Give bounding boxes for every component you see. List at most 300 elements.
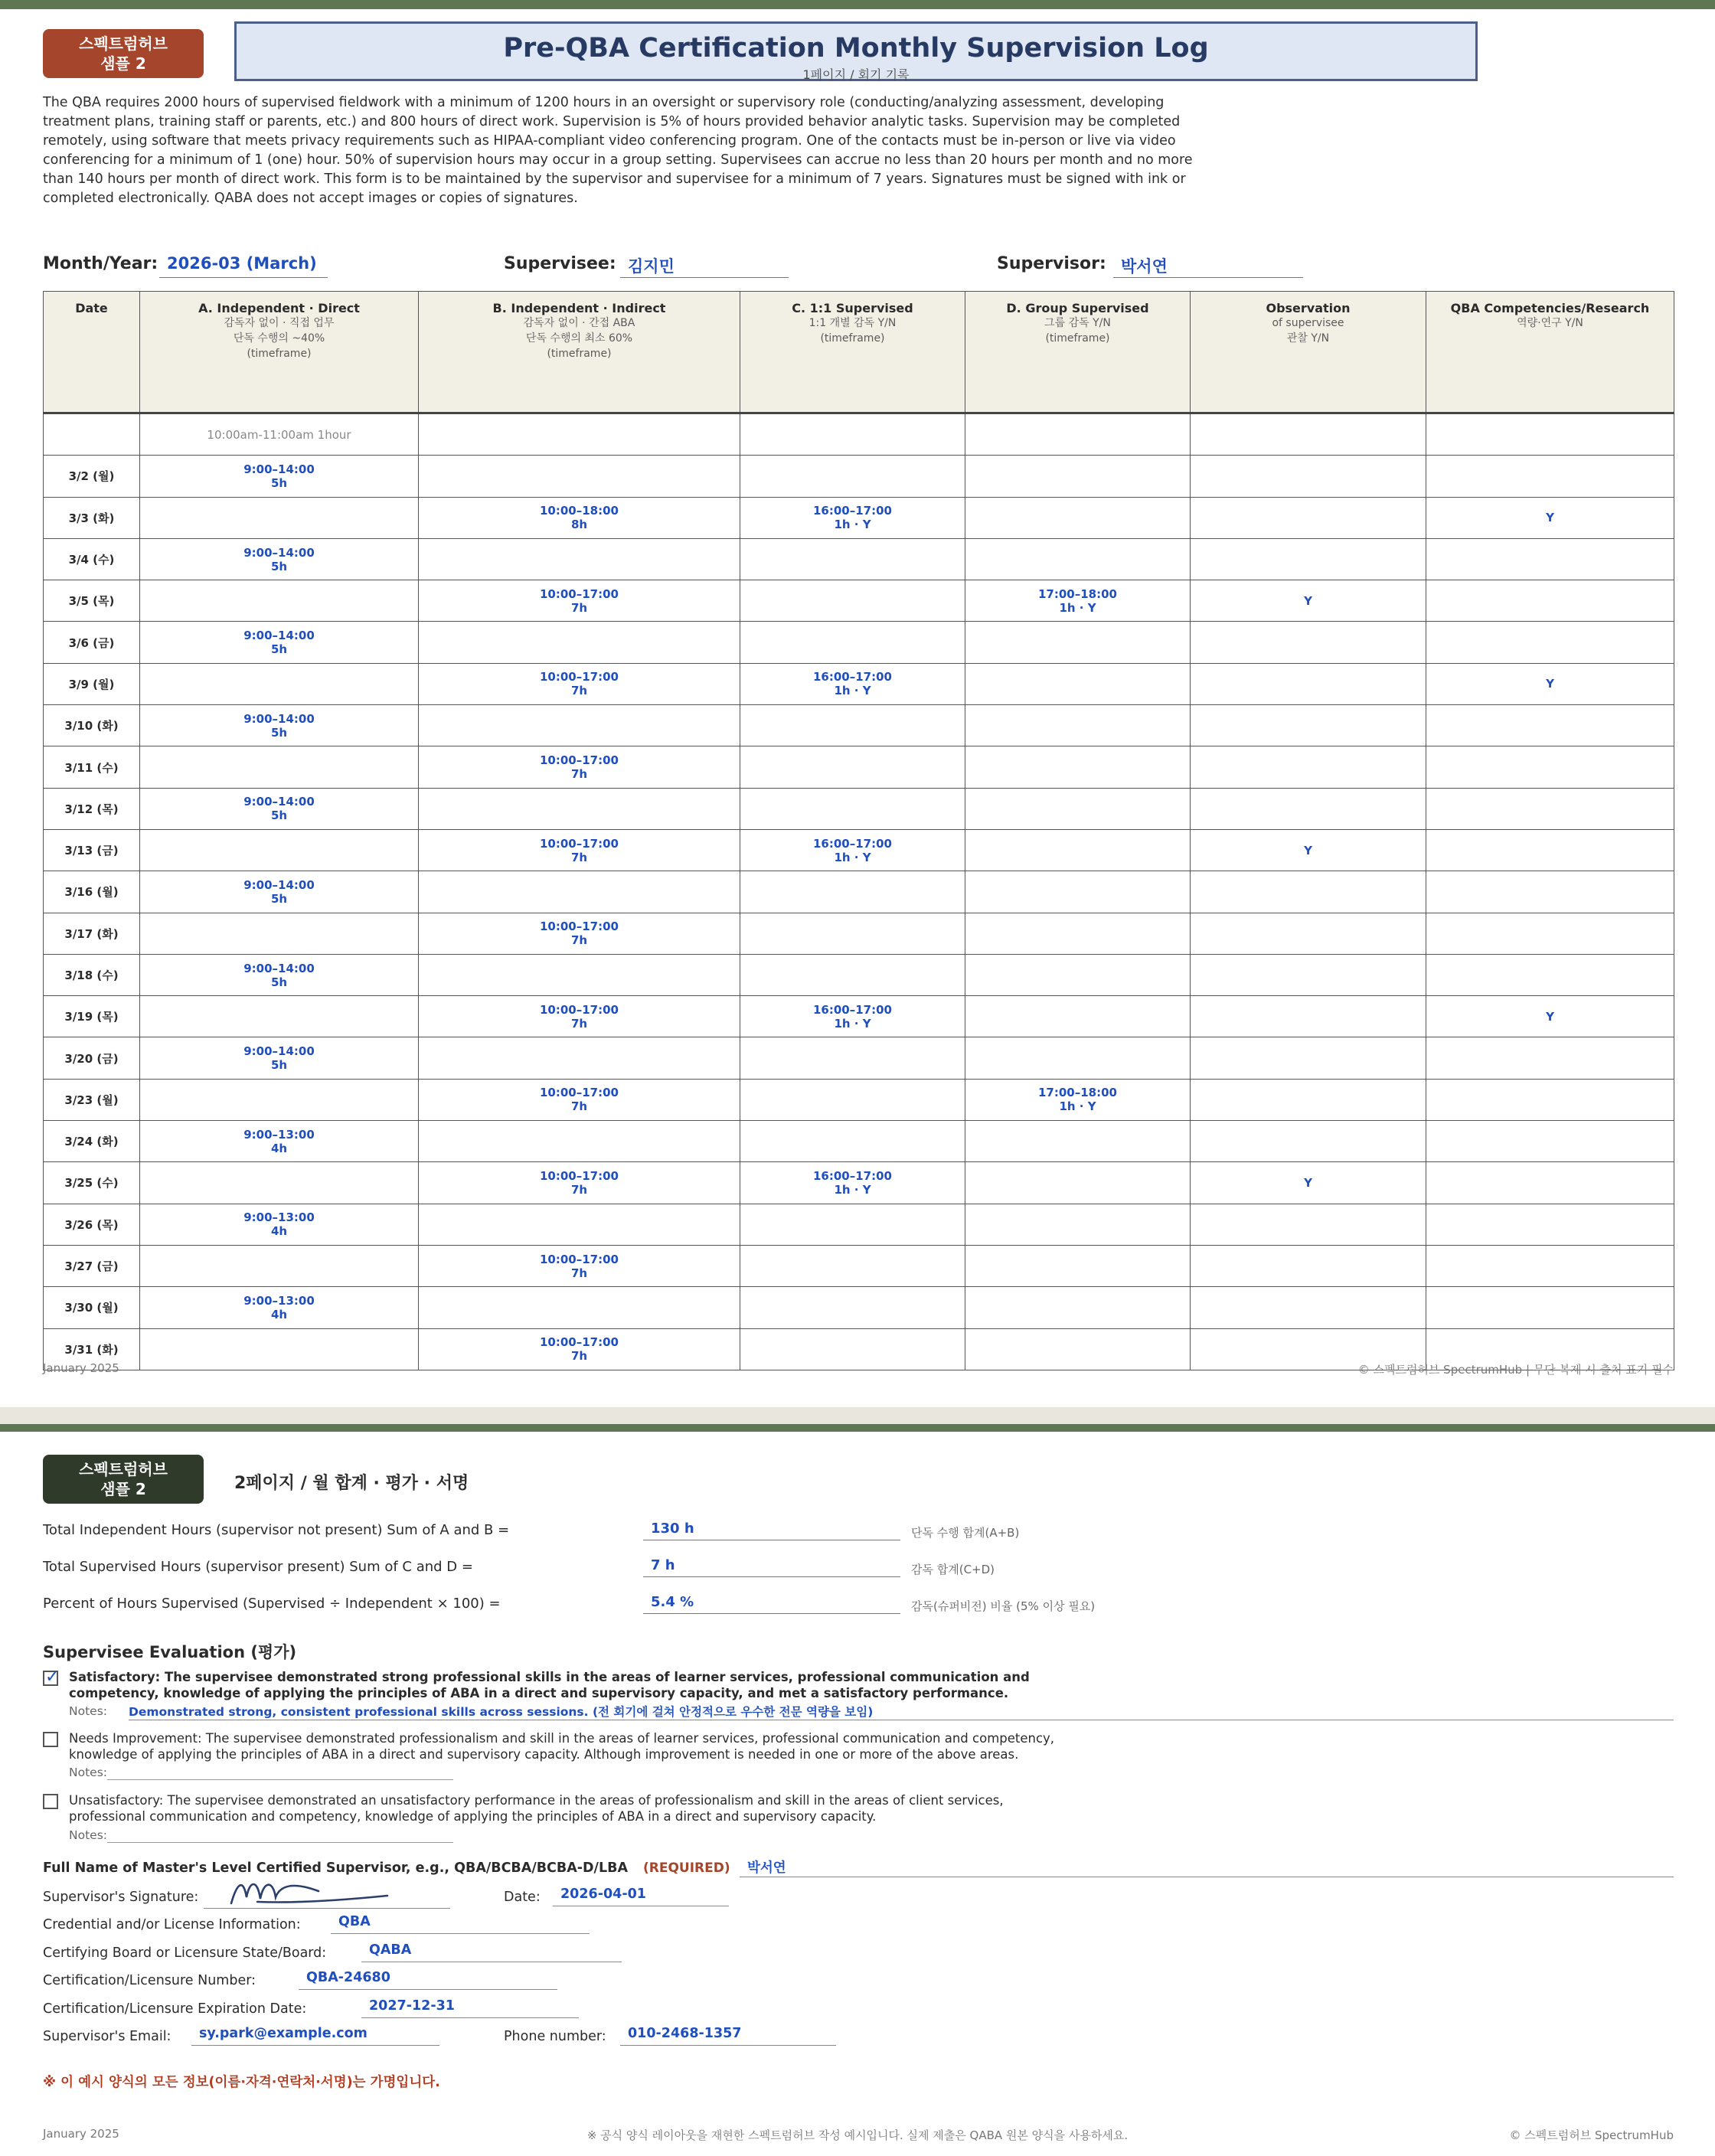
independent-direct-hours: 5h: [270, 1058, 288, 1073]
group-supervised-cell[interactable]: [965, 580, 1191, 622]
date-cell: 3/9 (월): [44, 663, 140, 704]
unsatisfactory-notes-label: Notes:: [69, 1828, 107, 1842]
independent-indirect-value: 10:00–17:00: [540, 670, 619, 684]
independent-direct-hours: 5h: [270, 975, 288, 989]
badge-line-1: 스펙트럼허브: [79, 1460, 168, 1478]
observation-cell[interactable]: [1191, 1121, 1426, 1162]
signature-field[interactable]: [204, 1874, 450, 1909]
column-header-text: A. Independent · Direct: [198, 301, 360, 315]
group-supervised-cell[interactable]: [965, 705, 1191, 746]
independent-direct-value: 9:00–14:00: [243, 1044, 315, 1059]
one-on-one-supervised-cell[interactable]: [740, 1162, 965, 1204]
number-field[interactable]: QBA-24680: [299, 1970, 557, 1990]
satisfactory-title: Satisfactory:: [69, 1670, 161, 1684]
column-header-text: (timeframe): [1045, 332, 1110, 345]
page-title: Pre-QBA Certification Monthly Supervision Log: [503, 33, 1209, 64]
page2-footer-right: © 스펙트럼허브 SpectrumHub: [1509, 2128, 1674, 2142]
qba-competencies-cell[interactable]: [1426, 538, 1674, 580]
independent-indirect-cell[interactable]: [419, 913, 740, 954]
column-header-observation: [1191, 292, 1426, 413]
observation-cell[interactable]: [1191, 622, 1426, 663]
qba-competencies-cell[interactable]: [1426, 788, 1674, 829]
group-supervised-cell[interactable]: [965, 1121, 1191, 1162]
table-row: [44, 663, 1674, 704]
one-on-one-supervised-cell[interactable]: [740, 1037, 965, 1079]
table-row: [44, 996, 1674, 1037]
independent-indirect-hours: 7h: [570, 850, 588, 864]
observation-cell[interactable]: [1191, 1204, 1426, 1245]
independent-direct-hours: 4h: [270, 1224, 288, 1239]
independent-direct-cell[interactable]: [140, 1245, 419, 1286]
independent-indirect-cell[interactable]: [419, 1245, 740, 1286]
one-on-one-supervised-cell[interactable]: [740, 996, 965, 1037]
one-on-one-supervised-cell[interactable]: [740, 1079, 965, 1120]
phone-label: Phone number:: [504, 2029, 606, 2044]
independent-direct-cell[interactable]: [140, 456, 419, 497]
group-supervised-cell[interactable]: [965, 1245, 1191, 1286]
percent-supervised-note: 감독(슈퍼비전) 비율 (5% 이상 필요): [911, 1599, 1096, 1613]
independent-direct-value: 9:00–14:00: [243, 961, 315, 975]
qba-competencies-cell[interactable]: [1426, 1079, 1674, 1120]
group-supervised-cell[interactable]: [965, 746, 1191, 788]
independent-indirect-cell[interactable]: [419, 1287, 740, 1328]
independent-direct-hours: 5h: [270, 891, 288, 906]
supervisor-label: Supervisor:: [997, 254, 1106, 273]
group-supervised-cell[interactable]: [965, 538, 1191, 580]
independent-direct-hours: 5h: [270, 559, 288, 573]
satisfactory-description: The supervisee demonstrated strong professional skills in the areas of learner services, professional communication and competency, knowledge of applying the principles of ABA in a direct and supervisory capacity, and met a satisfactory performance.: [69, 1670, 1030, 1700]
column-header-text: B. Independent · Indirect: [492, 301, 666, 315]
board-label: Certifying Board or Licensure State/Board:: [43, 1945, 327, 1961]
qba-competencies-cell[interactable]: [1426, 705, 1674, 746]
date-cell: 3/30 (월): [44, 1287, 140, 1328]
table-row: [44, 1245, 1674, 1286]
one-on-one-supervised-value: 16:00–17:00: [813, 836, 892, 851]
independent-direct-cell[interactable]: [140, 871, 419, 913]
one-on-one-supervised-hours: 1h · Y: [834, 850, 871, 864]
month-field[interactable]: 2026-03 (March): [159, 254, 328, 278]
observation-cell[interactable]: [1191, 746, 1426, 788]
independent-direct-hours: 5h: [270, 642, 288, 657]
independent-indirect-hours: 7h: [570, 1016, 588, 1031]
independent-direct-cell[interactable]: [140, 1037, 419, 1079]
date-cell: 3/2 (월): [44, 456, 140, 497]
one-on-one-supervised-cell[interactable]: [740, 538, 965, 580]
example-row: [44, 413, 1674, 456]
board-field[interactable]: QABA: [361, 1942, 622, 1962]
number-label: Certification/Licensure Number:: [43, 1973, 256, 1988]
group-supervised-cell[interactable]: [965, 663, 1191, 704]
observation-cell[interactable]: [1191, 1079, 1426, 1120]
column-header-c-one-on-one-supervised: [740, 292, 965, 413]
observation-cell[interactable]: [1191, 580, 1426, 622]
supervision-log-table: [43, 291, 1674, 1370]
column-header-text: 역량·연구 Y/N: [1517, 317, 1583, 329]
fullname-field[interactable]: 박서연: [740, 1857, 1674, 1877]
satisfactory-text: [69, 1669, 1064, 1701]
table-row: [44, 746, 1674, 788]
satisfactory-checkbox[interactable]: [43, 1668, 60, 1687]
one-on-one-supervised-cell[interactable]: [740, 497, 965, 538]
independent-indirect-value: 10:00–17:00: [540, 1335, 619, 1350]
one-on-one-supervised-cell[interactable]: [740, 913, 965, 954]
group-supervised-value: 17:00–18:00: [1038, 1086, 1117, 1100]
expiration-field[interactable]: 2027-12-31: [361, 1998, 579, 2018]
table-row: [44, 829, 1674, 871]
total-supervised-field[interactable]: 7 h: [643, 1557, 900, 1577]
date-cell: 3/5 (목): [44, 580, 140, 622]
phone-field[interactable]: 010-2468-1357: [620, 2026, 836, 2046]
unsatisfactory-notes-field[interactable]: [107, 1828, 453, 1843]
qba-competencies-cell[interactable]: [1426, 913, 1674, 954]
independent-indirect-cell[interactable]: [419, 1037, 740, 1079]
independent-indirect-cell[interactable]: [419, 456, 740, 497]
column-header-text: (timeframe): [247, 348, 312, 360]
column-header-text: 감독자 없이 · 간접 ABA: [523, 317, 635, 329]
independent-direct-cell[interactable]: [140, 705, 419, 746]
independent-direct-cell[interactable]: [140, 497, 419, 538]
qba-competencies-cell[interactable]: [1426, 497, 1674, 538]
sample-badge-page2: [43, 1455, 204, 1504]
independent-indirect-cell[interactable]: [419, 663, 740, 704]
independent-indirect-hours: 7h: [570, 600, 588, 615]
independent-indirect-cell[interactable]: [419, 1204, 740, 1245]
observation-value: Y: [1304, 1175, 1312, 1190]
one-on-one-supervised-value: 16:00–17:00: [813, 1168, 892, 1183]
observation-cell[interactable]: [1191, 954, 1426, 995]
check-mark-icon: ✓: [45, 1668, 60, 1687]
observation-cell[interactable]: [1191, 1287, 1426, 1328]
date-cell: 3/18 (수): [44, 954, 140, 995]
column-header-qba-competencies: [1426, 292, 1674, 413]
independent-indirect-cell[interactable]: [419, 871, 740, 913]
one-on-one-supervised-value: 16:00–17:00: [813, 504, 892, 518]
group-supervised-cell[interactable]: [965, 954, 1191, 995]
page-separator: [0, 1407, 1715, 1424]
needs-improvement-text: Needs Improvement: The supervisee demonstrated professionalism and skill in the areas of learner services, professional communication and competency, knowledge of applying the principles of ABA in a direct and supervisory capacity. Although improvement is needed in one or more of the above areas.: [69, 1731, 1055, 1762]
example-cell: [740, 413, 965, 456]
independent-direct-cell[interactable]: [140, 538, 419, 580]
column-header-text: (timeframe): [547, 348, 612, 360]
date-cell: 3/27 (금): [44, 1245, 140, 1286]
column-header-text: 감독자 없이 · 직접 업무: [224, 317, 335, 329]
qba-competencies-cell[interactable]: [1426, 1162, 1674, 1204]
qba-competencies-cell[interactable]: [1426, 996, 1674, 1037]
credential-field[interactable]: QBA: [331, 1914, 590, 1934]
observation-cell[interactable]: [1191, 456, 1426, 497]
independent-direct-hours: 5h: [270, 808, 288, 823]
one-on-one-supervised-cell[interactable]: [740, 580, 965, 622]
page2-title: 2페이지 / 월 합계 · 평가 · 서명: [234, 1474, 469, 1493]
qba-competencies-cell[interactable]: [1426, 580, 1674, 622]
independent-indirect-hours: 7h: [570, 1266, 588, 1280]
independent-indirect-value: 10:00–17:00: [540, 920, 619, 934]
independent-direct-value: 9:00–14:00: [243, 877, 315, 892]
table-row: [44, 1121, 1674, 1162]
one-on-one-supervised-hours: 1h · Y: [834, 1182, 871, 1197]
independent-direct-cell[interactable]: [140, 829, 419, 871]
observation-cell[interactable]: [1191, 1162, 1426, 1204]
page1-footer-left: January 2025: [43, 1361, 119, 1375]
observation-cell[interactable]: [1191, 497, 1426, 538]
independent-indirect-cell[interactable]: [419, 580, 740, 622]
page2-footer-left: January 2025: [43, 2127, 119, 2141]
one-on-one-supervised-cell[interactable]: [740, 1328, 965, 1370]
one-on-one-supervised-value: 16:00–17:00: [813, 1002, 892, 1017]
email-label: Supervisor's Email:: [43, 2029, 172, 2044]
independent-indirect-value: 10:00–18:00: [540, 504, 619, 518]
independent-indirect-cell[interactable]: [419, 1162, 740, 1204]
group-supervised-cell[interactable]: [965, 1162, 1191, 1204]
date-cell: 3/4 (수): [44, 538, 140, 580]
independent-indirect-hours: 7h: [570, 933, 588, 948]
independent-direct-cell[interactable]: [140, 788, 419, 829]
group-supervised-cell[interactable]: [965, 829, 1191, 871]
independent-direct-value: 9:00–13:00: [243, 1210, 315, 1225]
one-on-one-supervised-cell[interactable]: [740, 788, 965, 829]
independent-direct-value: 9:00–14:00: [243, 795, 315, 809]
observation-value: Y: [1304, 843, 1312, 858]
date-cell: 3/17 (화): [44, 913, 140, 954]
independent-direct-value: 9:00–14:00: [243, 629, 315, 643]
expiration-label: Certification/Licensure Expiration Date:: [43, 2001, 307, 2017]
observation-cell[interactable]: [1191, 538, 1426, 580]
fullname-label: Full Name of Master's Level Certified Supervisor, e.g., QBA/BCBA/BCBA-D/LBA: [43, 1860, 628, 1876]
table-row: [44, 1204, 1674, 1245]
signature-label: Supervisor's Signature:: [43, 1890, 199, 1905]
independent-indirect-hours: 8h: [570, 518, 588, 532]
column-header-text: Date: [75, 301, 108, 315]
observation-cell[interactable]: [1191, 829, 1426, 871]
independent-indirect-cell[interactable]: [419, 1079, 740, 1120]
date-cell: 3/23 (월): [44, 1079, 140, 1120]
total-supervised-label: Total Supervised Hours (supervisor present) Sum of C and D =: [43, 1559, 473, 1575]
total-independent-note: 단독 수행 합계(A+B): [911, 1526, 1020, 1540]
independent-indirect-hours: 7h: [570, 1182, 588, 1197]
independent-direct-cell[interactable]: [140, 622, 419, 663]
date-cell: 3/10 (화): [44, 705, 140, 746]
independent-indirect-cell[interactable]: [419, 788, 740, 829]
group-supervised-cell[interactable]: [965, 871, 1191, 913]
group-supervised-cell[interactable]: [965, 913, 1191, 954]
group-supervised-cell[interactable]: [965, 1037, 1191, 1079]
column-header-text: C. 1:1 Supervised: [792, 301, 913, 315]
table-row: [44, 871, 1674, 913]
disclaimer-text: ※ 이 예시 양식의 모든 정보(이름·자격·연락처·서명)는 가명입니다.: [43, 2075, 440, 2090]
independent-indirect-cell[interactable]: [419, 746, 740, 788]
one-on-one-supervised-cell[interactable]: [740, 663, 965, 704]
qba-competencies-cell[interactable]: [1426, 1037, 1674, 1079]
example-cell: [44, 413, 140, 456]
independent-direct-cell[interactable]: [140, 996, 419, 1037]
one-on-one-supervised-value: 16:00–17:00: [813, 670, 892, 684]
column-header-date: [44, 292, 140, 413]
independent-indirect-value: 10:00–17:00: [540, 1086, 619, 1100]
signature-image: [227, 1874, 426, 1908]
table-row: [44, 1079, 1674, 1120]
date-cell: 3/3 (화): [44, 497, 140, 538]
column-header-text: D. Group Supervised: [1006, 301, 1149, 315]
observation-cell[interactable]: [1191, 996, 1426, 1037]
table-row: [44, 622, 1674, 663]
independent-indirect-hours: 7h: [570, 1349, 588, 1364]
table-row: [44, 913, 1674, 954]
qba-competencies-cell[interactable]: [1426, 1245, 1674, 1286]
total-supervised-note: 감독 합계(C+D): [911, 1563, 995, 1576]
date-cell: 3/13 (금): [44, 829, 140, 871]
independent-indirect-cell[interactable]: [419, 538, 740, 580]
needs-improvement-notes-label: Notes:: [69, 1766, 107, 1779]
one-on-one-supervised-cell[interactable]: [740, 1287, 965, 1328]
independent-indirect-value: 10:00–17:00: [540, 1168, 619, 1183]
group-supervised-cell[interactable]: [965, 996, 1191, 1037]
page-subtitle: 1페이지 / 회기 기록: [802, 67, 910, 82]
independent-indirect-cell[interactable]: [419, 705, 740, 746]
page2-accent-bar: [0, 1424, 1715, 1432]
group-supervised-cell[interactable]: [965, 456, 1191, 497]
needs-improvement-checkbox[interactable]: [43, 1732, 58, 1747]
credential-label: Credential and/or License Information:: [43, 1917, 301, 1932]
observation-cell[interactable]: [1191, 788, 1426, 829]
table-row: [44, 954, 1674, 995]
qba-competencies-cell[interactable]: [1426, 622, 1674, 663]
column-header-d-group-supervised: [965, 292, 1191, 413]
one-on-one-supervised-cell[interactable]: [740, 954, 965, 995]
independent-indirect-cell[interactable]: [419, 996, 740, 1037]
one-on-one-supervised-cell[interactable]: [740, 1245, 965, 1286]
qba-competencies-value: Y: [1546, 677, 1554, 691]
supervisor-field[interactable]: 박서연: [1113, 254, 1303, 278]
independent-indirect-value: 10:00–17:00: [540, 1002, 619, 1017]
independent-direct-cell[interactable]: [140, 746, 419, 788]
independent-direct-cell[interactable]: [140, 663, 419, 704]
independent-indirect-value: 10:00–17:00: [540, 753, 619, 768]
independent-indirect-cell[interactable]: [419, 497, 740, 538]
date-field[interactable]: 2026-04-01: [553, 1886, 729, 1906]
needs-improvement-notes-field[interactable]: [107, 1766, 453, 1780]
total-independent-label: Total Independent Hours (supervisor not present) Sum of A and B =: [43, 1522, 510, 1538]
qba-competencies-cell[interactable]: [1426, 871, 1674, 913]
independent-direct-cell[interactable]: [140, 580, 419, 622]
one-on-one-supervised-cell[interactable]: [740, 829, 965, 871]
independent-direct-cell[interactable]: [140, 1287, 419, 1328]
column-header-text: 1:1 개별 감독 Y/N: [808, 317, 897, 329]
group-supervised-cell[interactable]: [965, 1079, 1191, 1120]
independent-direct-value: 9:00–13:00: [243, 1127, 315, 1142]
independent-direct-cell[interactable]: [140, 1121, 419, 1162]
qba-competencies-cell[interactable]: [1426, 1204, 1674, 1245]
column-header-text: 단독 수행의 ~40%: [233, 332, 325, 345]
independent-direct-cell[interactable]: [140, 1204, 419, 1245]
email-field[interactable]: sy.park@example.com: [191, 2026, 439, 2046]
table-row: [44, 538, 1674, 580]
percent-supervised-field[interactable]: 5.4 %: [643, 1594, 900, 1614]
title-box: [234, 21, 1478, 81]
table-header-row: [44, 292, 1674, 413]
one-on-one-supervised-hours: 1h · Y: [834, 1016, 871, 1031]
date-cell: 3/24 (화): [44, 1121, 140, 1162]
date-label: Date:: [504, 1890, 541, 1905]
table-row: [44, 1037, 1674, 1079]
independent-direct-cell[interactable]: [140, 913, 419, 954]
observation-cell[interactable]: [1191, 1037, 1426, 1079]
group-supervised-cell[interactable]: [965, 1328, 1191, 1370]
one-on-one-supervised-cell[interactable]: [740, 1204, 965, 1245]
table-row: [44, 497, 1674, 538]
qba-competencies-cell[interactable]: [1426, 1287, 1674, 1328]
intro-paragraph: The QBA requires 2000 hours of supervised fieldwork with a minimum of 1200 hours in an oversight or supervisory role (conducting/analyzing assessment, developing treatment plans, training staff or parents, etc.) and 800 hours of direct work. Supervision is 5% of hours provided behavior analytic tasks. Supervision may be completed remotely, using software that meets privacy requirements such as HIPAA-compliant video conferencing program. One of the contacts must be in-person or live via video conferencing for a minimum of 1 (one) hour. 50% of supervision hours may occur in a group setting. Supervisees can accrue no less than 20 hours per month and no more than 140 hours per month of direct work. This form is to be maintained by the supervisor and supervisee for a minimum of 7 years. Signatures must be signed with ink or completed electronically. QABA does not accept images or copies of signatures.: [43, 95, 1193, 206]
group-supervised-cell[interactable]: [965, 1287, 1191, 1328]
example-cell: [1426, 413, 1674, 456]
one-on-one-supervised-cell[interactable]: [740, 1121, 965, 1162]
group-supervised-hours: 1h · Y: [1059, 1099, 1096, 1114]
date-cell: 3/25 (수): [44, 1162, 140, 1204]
qba-competencies-cell[interactable]: [1426, 954, 1674, 995]
independent-direct-cell[interactable]: [140, 1162, 419, 1204]
one-on-one-supervised-cell[interactable]: [740, 622, 965, 663]
observation-cell[interactable]: [1191, 871, 1426, 913]
column-header-text: Observation: [1266, 301, 1351, 315]
observation-cell[interactable]: [1191, 705, 1426, 746]
total-independent-field[interactable]: 130 h: [643, 1521, 900, 1540]
one-on-one-supervised-cell[interactable]: [740, 871, 965, 913]
observation-cell[interactable]: [1191, 663, 1426, 704]
independent-indirect-cell[interactable]: [419, 829, 740, 871]
qba-competencies-cell[interactable]: [1426, 663, 1674, 704]
evaluation-heading: Supervisee Evaluation (평가): [43, 1643, 297, 1661]
independent-indirect-cell[interactable]: [419, 1328, 740, 1370]
independent-direct-cell[interactable]: [140, 1328, 419, 1370]
independent-indirect-hours: 7h: [570, 767, 588, 782]
table-row: [44, 788, 1674, 829]
independent-direct-cell[interactable]: [140, 1079, 419, 1120]
one-on-one-supervised-cell[interactable]: [740, 456, 965, 497]
sample-badge: [43, 29, 204, 78]
qba-competencies-cell[interactable]: [1426, 456, 1674, 497]
one-on-one-supervised-cell[interactable]: [740, 705, 965, 746]
table-row: [44, 705, 1674, 746]
supervisee-field[interactable]: 김지민: [620, 254, 789, 278]
qba-competencies-cell[interactable]: [1426, 1121, 1674, 1162]
qba-competencies-cell[interactable]: [1426, 746, 1674, 788]
independent-direct-value: 9:00–13:00: [243, 1293, 315, 1308]
example-cell: [419, 413, 740, 456]
satisfactory-notes-label: Notes:: [69, 1704, 107, 1718]
independent-indirect-cell[interactable]: [419, 622, 740, 663]
group-supervised-cell[interactable]: [965, 622, 1191, 663]
example-cell: [965, 413, 1191, 456]
top-accent-bar: [0, 0, 1715, 9]
observation-cell[interactable]: [1191, 913, 1426, 954]
independent-direct-value: 9:00–14:00: [243, 545, 315, 560]
column-header-text: (timeframe): [820, 332, 885, 345]
group-supervised-cell[interactable]: [965, 788, 1191, 829]
one-on-one-supervised-cell[interactable]: [740, 746, 965, 788]
group-supervised-cell[interactable]: [965, 1204, 1191, 1245]
percent-supervised-label: Percent of Hours Supervised (Supervised ÷ Independent × 100) =: [43, 1596, 501, 1612]
observation-cell[interactable]: [1191, 1245, 1426, 1286]
satisfactory-notes-field[interactable]: Demonstrated strong, consistent professional skills across sessions. (전 회기에 걸쳐 안정적으로 우수한 전문 역량을 보임): [129, 1703, 1674, 1720]
date-cell: 3/6 (금): [44, 622, 140, 663]
table-row: [44, 456, 1674, 497]
independent-indirect-cell[interactable]: [419, 954, 740, 995]
independent-direct-cell[interactable]: [140, 954, 419, 995]
independent-indirect-cell[interactable]: [419, 1121, 740, 1162]
qba-competencies-cell[interactable]: [1426, 829, 1674, 871]
badge-line-2: 샘플 2: [100, 1480, 146, 1498]
unsatisfactory-checkbox[interactable]: [43, 1794, 58, 1809]
group-supervised-cell[interactable]: [965, 497, 1191, 538]
